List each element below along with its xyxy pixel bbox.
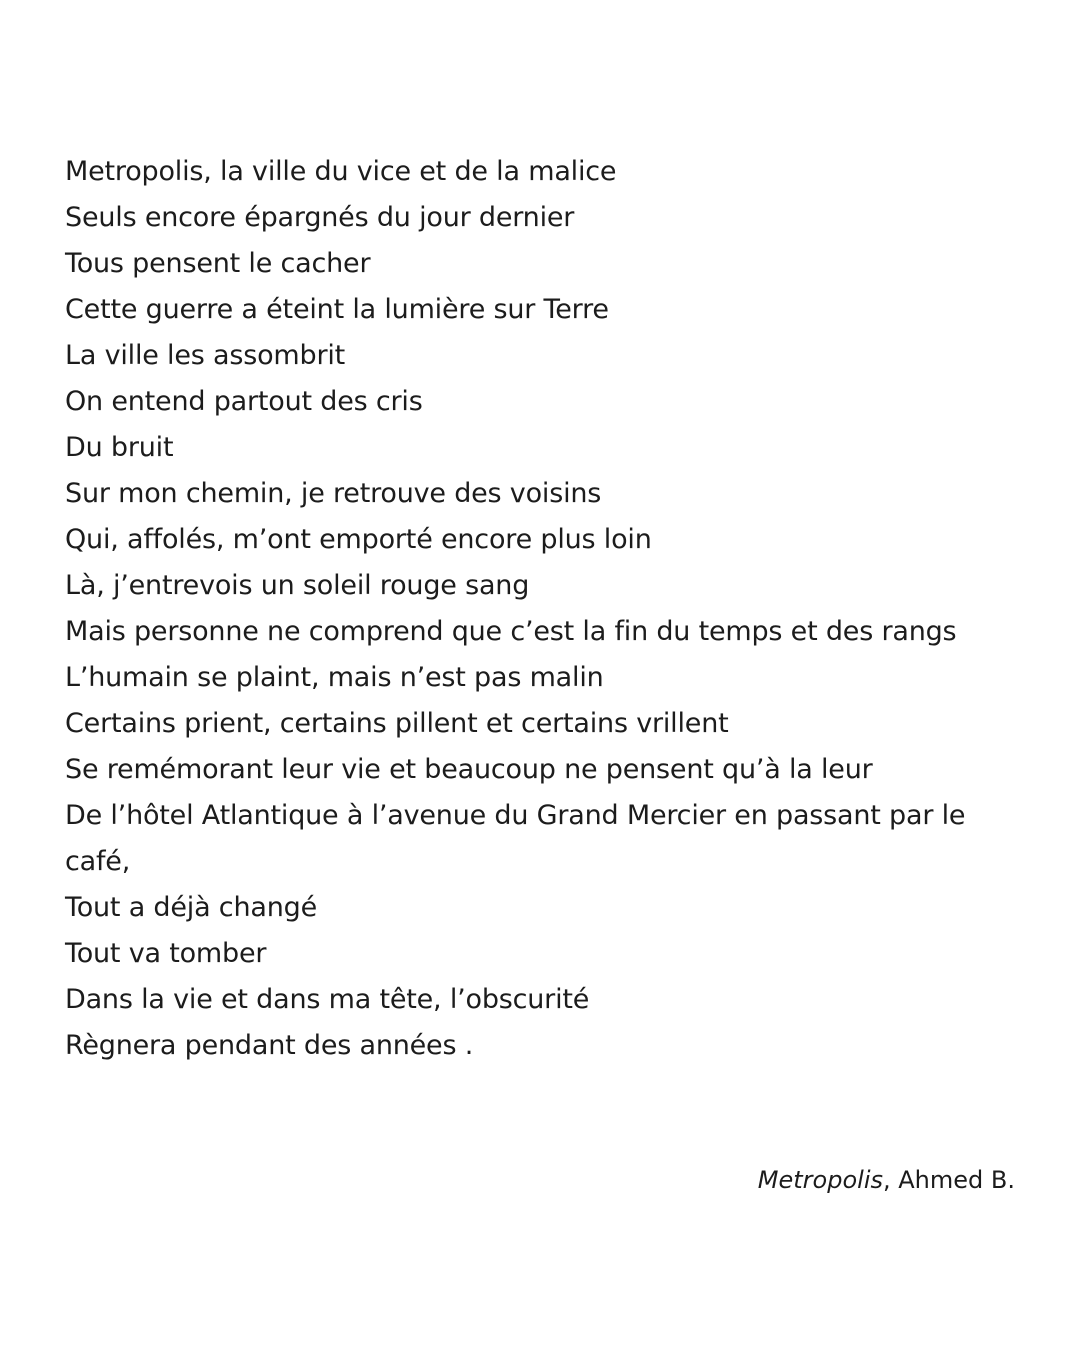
poem-line: Mais personne ne comprend que c’est la fin du temps et des rangs [65,616,957,647]
attribution [758,1162,1015,1198]
poem-line: Sur mon chemin, je retrouve des voisins [65,478,602,509]
poem-text [65,149,1015,1069]
attribution-separator: , [883,1166,899,1194]
poem-line: Tous pensent le cacher [65,248,371,279]
attribution-author: Ahmed B. [898,1166,1015,1194]
poem-line: La ville les assombrit [65,340,346,371]
poem-line: Tout a déjà changé [65,892,317,923]
poem-line: Certains prient, certains pillent et certains vrillent [65,708,729,739]
poem-line: Seuls encore épargnés du jour dernier [65,202,575,233]
poem-line: Règnera pendant des années . [65,1030,474,1061]
poem-line: On entend partout des cris [65,386,423,417]
poem-line: Là, j’entrevois un soleil rouge sang [65,570,530,601]
poem-line: Se remémorant leur vie et beaucoup ne pensent qu’à la leur [65,754,873,785]
poem-line: Du bruit [65,432,174,463]
poem-line: Dans la vie et dans ma tête, l’obscurité [65,984,590,1015]
poem-line: Metropolis, la ville du vice et de la malice [65,156,617,187]
poem-line: Cette guerre a éteint la lumière sur Terre [65,294,609,325]
poem-line: café, [65,846,131,877]
poem-line: Tout va tomber [65,938,267,969]
poem-line: De l’hôtel Atlantique à l’avenue du Grand Mercier en passant par le [65,800,966,831]
attribution-title: Metropolis [757,1166,883,1194]
poem-line: Qui, affolés, m’ont emporté encore plus loin [65,524,652,555]
poem-line: L’humain se plaint, mais n’est pas malin [65,662,604,693]
